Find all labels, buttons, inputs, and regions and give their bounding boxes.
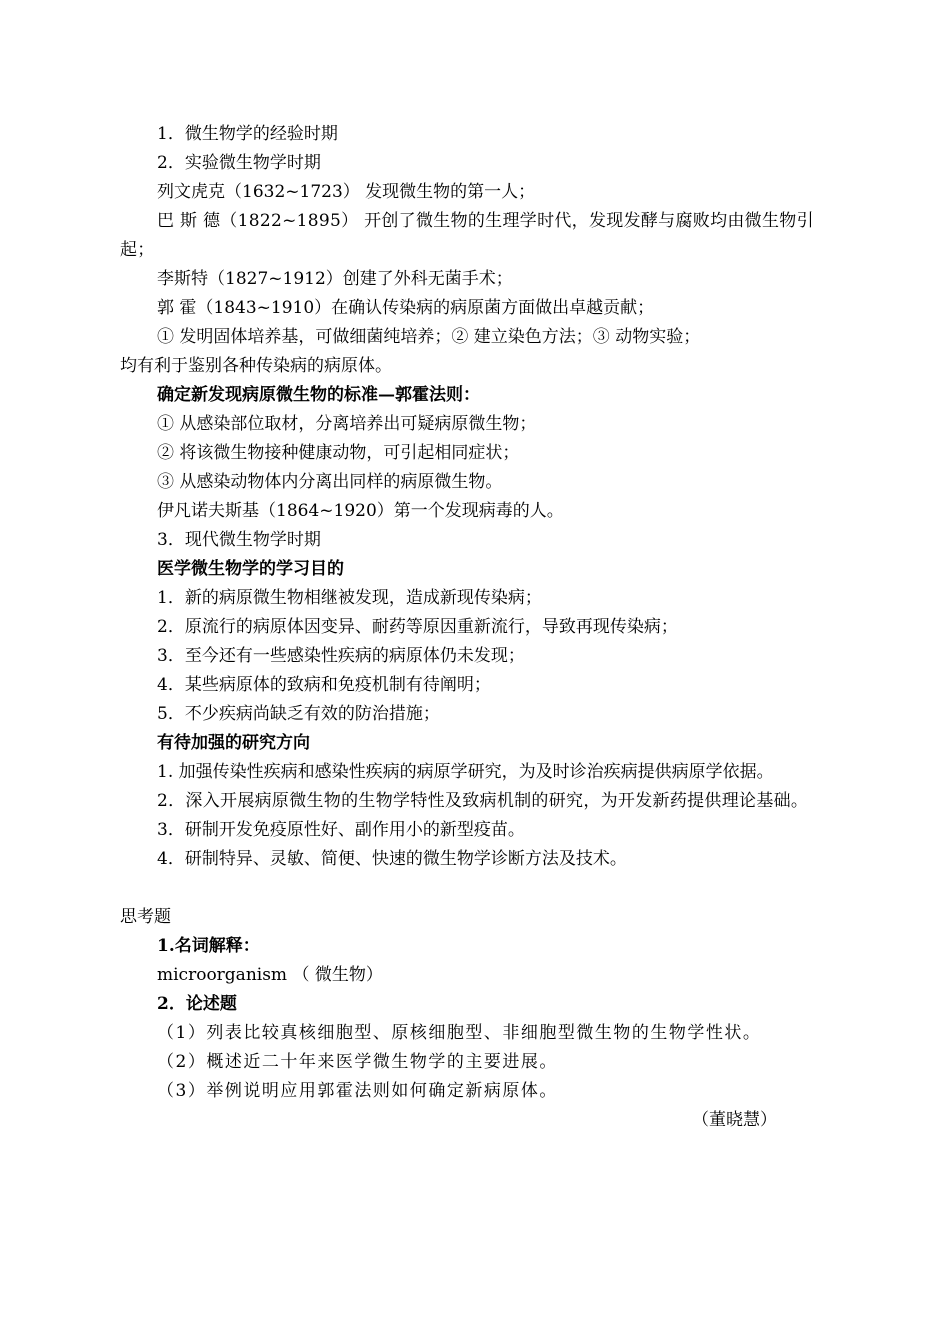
research-item: 4．研制特异、灵敏、简便、快速的微生物学诊断方法及技术。 xyxy=(157,849,627,869)
modern-period-heading: 3．现代微生物学时期 xyxy=(157,530,321,550)
lister-paragraph: 李斯特（1827~1912）创建了外科无菌手术； xyxy=(157,269,513,289)
essay-item: （3）举例说明应用郭霍法则如何确定新病原体。 xyxy=(157,1081,558,1101)
purpose-item: 3．至今还有一些感染性疾病的病原体仍未发现； xyxy=(157,646,525,666)
research-item: 2．深入开展病原微生物的生物学特性及致病机制的研究，为开发新药提供理论基础。 xyxy=(157,791,809,811)
koch-paragraph: 郭 霍（1843~1910）在确认传染病的病原菌方面做出卓越贡献； xyxy=(157,298,655,318)
postulate-item: ① 从感染部位取材，分离培养出可疑病原微生物； xyxy=(157,414,537,434)
experimental-period-heading: 2．实验微生物学时期 xyxy=(157,153,321,173)
purpose-item: 5．不少疾病尚缺乏有效的防治措施； xyxy=(157,704,440,724)
document-body xyxy=(120,120,835,1135)
purpose-item: 4．某些病原体的致病和免疫机制有待阐明； xyxy=(157,675,491,695)
empirical-period-heading: 1．微生物学的经验时期 xyxy=(157,124,338,144)
research-title: 有待加强的研究方向 xyxy=(157,733,310,753)
research-item: 1. 加强传染性疾病和感染性疾病的病原学研究，为及时诊治疾病提供病原学依据。 xyxy=(157,762,774,782)
term-item: microorganism （ 微生物） xyxy=(157,965,383,985)
koch-benefit: 均有利于鉴别各种传染病的病原体。 xyxy=(120,356,392,376)
research-item: 3．研制开发免疫原性好、副作用小的新型疫苗。 xyxy=(157,820,525,840)
purpose-item: 2．原流行的病原体因变异、耐药等原因重新流行，导致再现传染病； xyxy=(157,617,678,637)
essay-item: （2）概述近二十年来医学微生物学的主要进展。 xyxy=(157,1052,558,1072)
essay-title: 2．论述题 xyxy=(157,994,237,1014)
ivanovsky-paragraph: 伊凡诺夫斯基（1864~1920）第一个发现病毒的人。 xyxy=(157,501,564,521)
postulate-item: ③ 从感染动物体内分离出同样的病原微生物。 xyxy=(157,472,503,492)
author-signature: （董晓慧） xyxy=(692,1110,777,1130)
section-gap xyxy=(120,874,835,903)
terms-title: 1.名词解释： xyxy=(157,936,260,956)
leeuwenhoek-paragraph: 列文虎克（1632~1723） 发现微生物的第一人； xyxy=(157,182,536,202)
purpose-title: 医学微生物学的学习目的 xyxy=(157,559,344,579)
koch-postulates-title: 确定新发现病原微生物的标准—郭霍法则： xyxy=(157,385,480,405)
pasteur-paragraph: 巴 斯 德（1822~1895） 开创了微生物的生理学时代，发现发酵与腐败均由微生物引起； xyxy=(120,211,814,260)
purpose-item: 1．新的病原微生物相继被发现，造成新现传染病； xyxy=(157,588,542,608)
postulate-item: ② 将该微生物接种健康动物，可引起相同症状； xyxy=(157,443,520,463)
koch-contributions: ① 发明固体培养基，可做细菌纯培养；② 建立染色方法；③ 动物实验； xyxy=(157,327,701,347)
essay-item: （1）列表比较真核细胞型、原核细胞型、非细胞型微生物的生物学性状。 xyxy=(157,1023,762,1043)
questions-title: 思考题 xyxy=(120,907,171,927)
